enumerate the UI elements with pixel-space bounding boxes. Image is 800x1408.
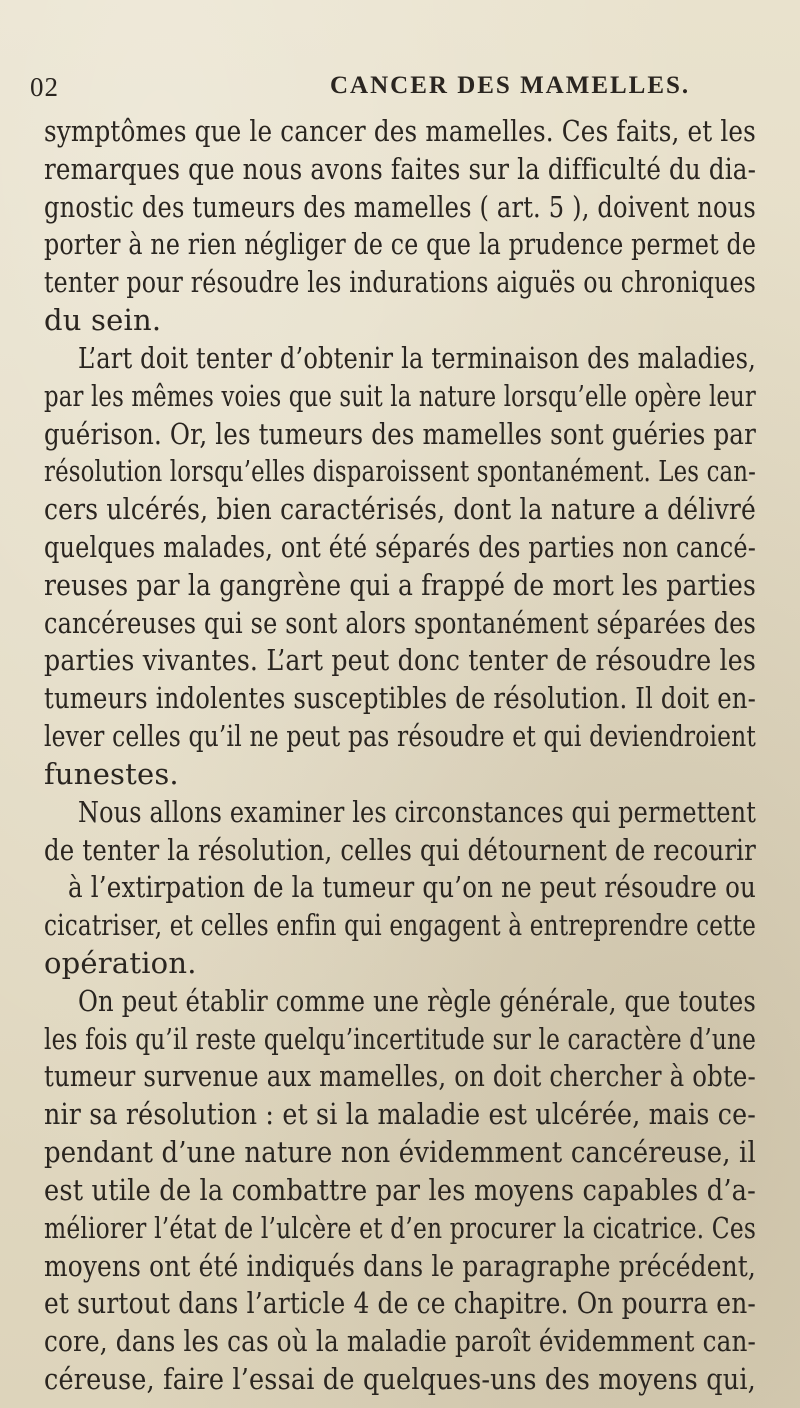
page-number: 02 (30, 72, 59, 102)
text-line: reuses par la gangrène qui a frappé de mort les parties (44, 568, 756, 602)
text-line: tumeurs indolentes susceptibles de résolution. Il doit en- (44, 681, 756, 715)
text-line: céreuse, faire l’essai de quelques-uns des moyens qui, (44, 1362, 756, 1396)
text-line: à l’extirpation de la tumeur qu’on ne peut résoudre ou (68, 870, 757, 904)
text-line: lever celles qu’il ne peut pas résoudre et qui deviendroient (44, 719, 756, 753)
text-line: gnostic des tumeurs des mamelles ( art. 5 ), doivent nous (44, 190, 756, 224)
running-title: CANCER DES MAMELLES. (330, 72, 691, 99)
text-line: cers ulcérés, bien caractérisés, dont la nature a délivré (44, 492, 757, 526)
text-line: tenter pour résoudre les indurations aiguës ou chroniques (44, 265, 757, 299)
text-line: par les mêmes voies que suit la nature lorsqu’elle opère leur (44, 379, 756, 413)
text-line: On peut établir comme une règle générale, que toutes (78, 984, 756, 1018)
text-line: cicatriser, et celles enfin qui engagent à entreprendre cette (44, 908, 756, 942)
text-line: pendant d’une nature non évidemment cancéreuse, il (44, 1135, 756, 1169)
text-line: core, dans les cas où la maladie paroît évidemment can- (44, 1324, 757, 1358)
text-line: parties vivantes. L’art peut donc tenter de résoudre les (44, 643, 756, 677)
text-line: L’art doit tenter d’obtenir la terminaison des maladies, (78, 341, 756, 375)
text-line: opération. (44, 946, 197, 980)
text-line: de tenter la résolution, celles qui détournent de recourir (44, 833, 757, 867)
text-line: guérison. Or, les tumeurs des mamelles sont guéries par (44, 417, 756, 451)
text-line: quelques malades, ont été séparés des parties non cancé- (44, 530, 756, 564)
text-line: méliorer l’état de l’ulcère et d’en procurer la cicatrice. Ces (44, 1211, 757, 1245)
text-line: nir sa résolution : et si la maladie est ulcérée, mais ce- (44, 1097, 756, 1131)
text-line: du sein. (44, 303, 162, 337)
text-line: Nous allons examiner les circonstances qui permettent (78, 795, 756, 829)
text-line: symptômes que le cancer des mamelles. Ces faits, et les (44, 114, 757, 148)
text-line: remarques que nous avons faites sur la difficulté du dia- (44, 152, 757, 186)
text-line: moyens ont été indiqués dans le paragraphe précédent, (44, 1249, 756, 1283)
page-header (30, 72, 770, 112)
text-line: et surtout dans l’article 4 de ce chapitre. On pourra en- (44, 1286, 757, 1320)
text-line: porter à ne rien négliger de ce que la prudence permet de (44, 227, 757, 261)
text-line: les fois qu’il reste quelqu’incertitude sur le caractère d’une (44, 1022, 757, 1056)
text-line: tumeur survenue aux mamelles, on doit chercher à obte- (44, 1059, 756, 1093)
text-line: résolution lorsqu’elles disparoissent spontanément. Les can- (44, 454, 757, 488)
text-line: cancéreuses qui se sont alors spontanément séparées des (44, 606, 757, 640)
text-line: est utile de la combattre par les moyens capables d’a- (44, 1173, 756, 1207)
text-line: funestes. (44, 757, 179, 791)
